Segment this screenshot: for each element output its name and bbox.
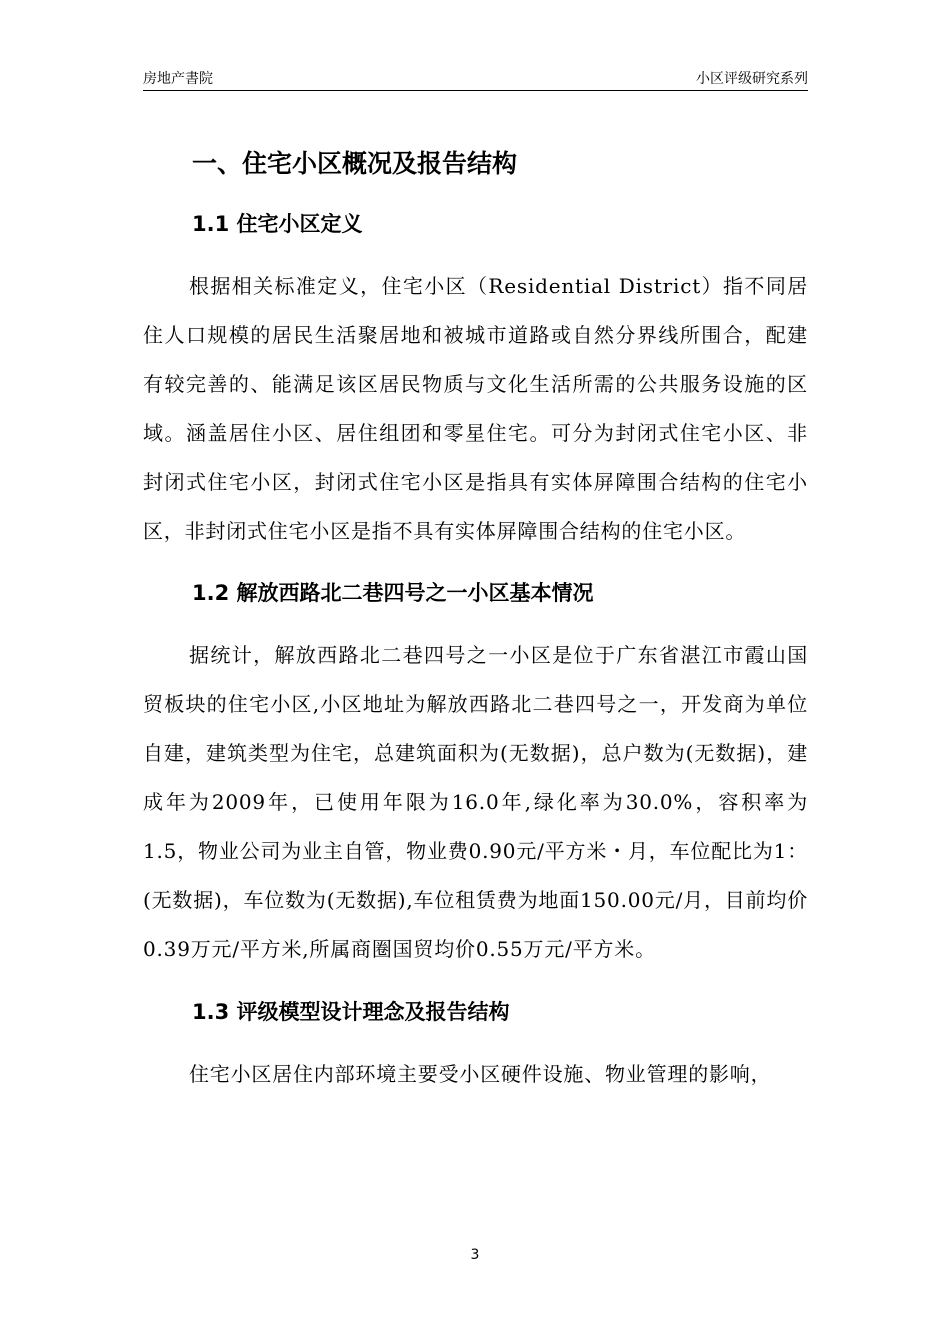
- page-number: 3: [470, 1247, 480, 1263]
- header-series-title: 小区评级研究系列: [696, 71, 808, 87]
- subsection-heading-1-1: 1.1 住宅小区定义: [192, 212, 363, 236]
- paragraph-definition: 根据相关标准定义，住宅小区（Residential District）指不同居住人口规模的居民生活聚居地和被城市道路或自然分界线所围合，配建有较完善的、能满足该区居民物质与文化生活所需的公共服务设施的区域。涵盖居住小区、居住组团和零星住宅。可分为封闭式住宅小区、非封闭式住宅小区，封闭式住宅小区是指具有实体屏障围合结构的住宅小区，非封闭式住宅小区是指不具有实体屏障围合结构的住宅小区。: [143, 274, 808, 543]
- subsection-heading-1-3: 1.3 评级模型设计理念及报告结构: [192, 1000, 510, 1024]
- paragraph-basic-info: 据统计，解放西路北二巷四号之一小区是位于广东省湛江市霞山国贸板块的住宅小区,小区地址为解放西路北二巷四号之一，开发商为单位自建，建筑类型为住宅，总建筑面积为(无数据)，总户数为(无数据)，建成年为2009年，已使用年限为16.0年,绿化率为30.0%，容积率为1.5，物业公司为业主自管，物业费0.90元/平方米・月，车位配比为1：(无数据)，车位数为(无数据),车位租赁费为地面150.00元/月，目前均价0.39万元/平方米,所属商圈国贸均价0.55万元/平方米。: [143, 643, 808, 961]
- header-publisher: 房地产書院: [143, 71, 213, 87]
- paragraph-model-design: 住宅小区居住内部环境主要受小区硬件设施、物业管理的影响，: [189, 1062, 772, 1086]
- document-body: [143, 138, 808, 1099]
- subsection-heading-1-2: 1.2 解放西路北二巷四号之一小区基本情况: [192, 581, 594, 605]
- page-header: [143, 62, 808, 91]
- section-title: 一、住宅小区概况及报告结构: [192, 149, 518, 178]
